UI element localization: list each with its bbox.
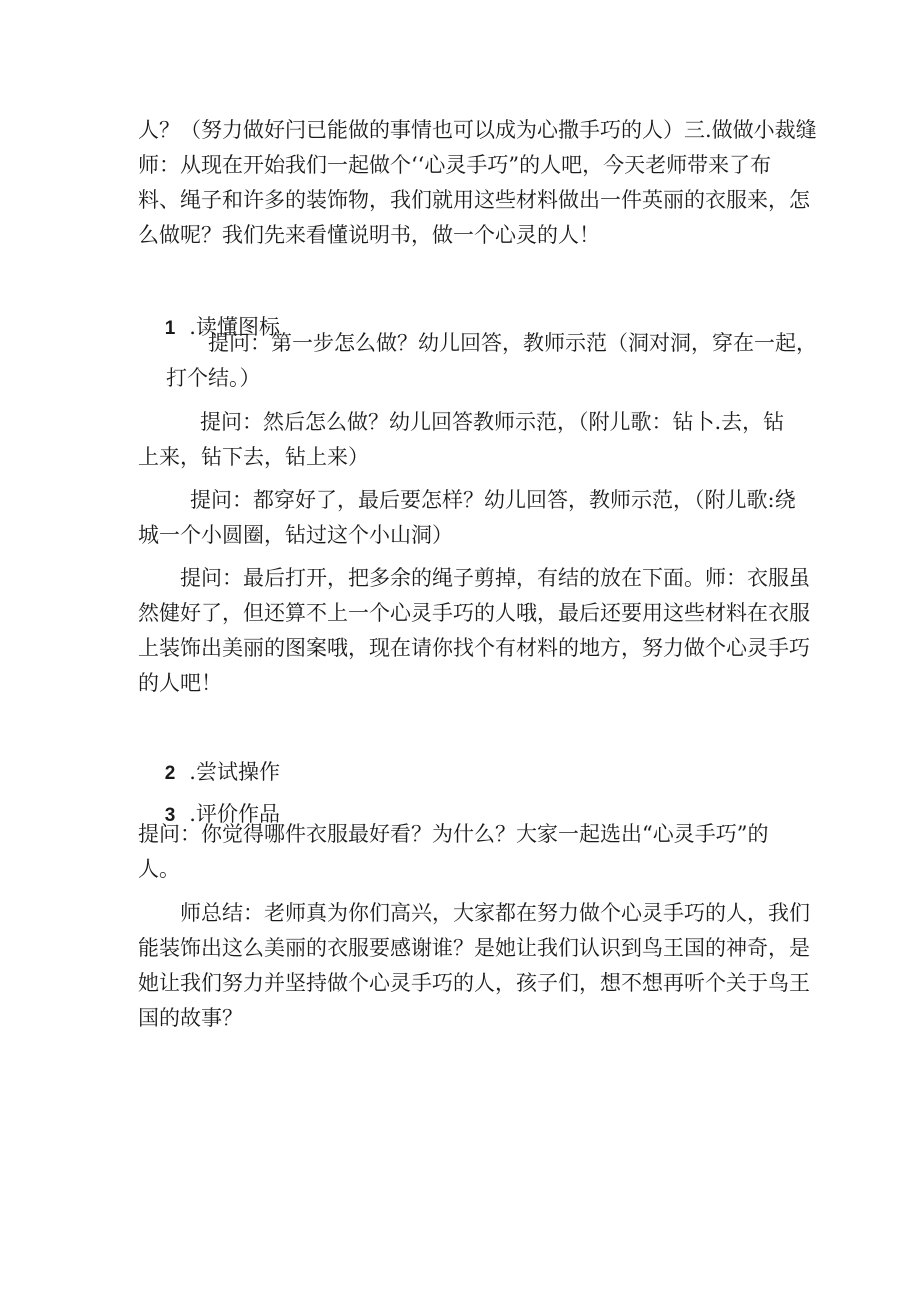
text-line: 么做呢？我们先来看懂说明书，做一个心灵的人！ [138, 223, 600, 247]
text-line: 打个结。） [166, 366, 261, 390]
question-1-paragraph [138, 326, 817, 396]
text-line: 师总结：老师真为你们高兴，大家都在努力做个心灵手巧的人，我们 [180, 901, 810, 925]
text-line: 提问：然后怎么做？幼儿回答教师示范，（附儿歌：钻卜.去，钻 [200, 410, 785, 434]
text-line: 提问：最后打开，把多余的绳子剪掉，有结的放在下面。师：衣服虽 [180, 566, 810, 590]
text-line: 上装饰出美丽的图案哦，现在请你找个有材料的地方，努力做个心灵手巧 [138, 636, 810, 660]
text-line: 提问：你觉得哪件衣服最好看？为什么？大家一起选出“心灵手巧”的 [138, 822, 769, 846]
section-number: 3 [164, 805, 176, 826]
section-title: .读懂图标 [189, 315, 280, 339]
text-line: 人。 [138, 857, 180, 881]
intro-paragraph [138, 113, 817, 253]
question-5-paragraph [138, 817, 768, 887]
text-line: 城一个小圆圈，钻过这个小山洞） [138, 523, 453, 547]
summary-paragraph [138, 896, 810, 1036]
text-line: 师：从现在开始我们一起做个‘‘心灵手巧”的人吧，今天老师带来了布 [138, 153, 772, 177]
question-3-paragraph [138, 483, 796, 553]
section-title: .评价作品 [189, 802, 280, 826]
text-line: 能装饰出这么美丽的衣服要感谢谁？是她让我们认识到鸟王国的神奇，是 [138, 936, 810, 960]
text-line: 料、绳子和许多的装饰物，我们就用这些材料做出一件英丽的衣服来，怎 [138, 188, 810, 212]
text-line: 提问：都穿好了，最后要怎样？幼儿回答，教师示范，（附儿歌:绕 [190, 488, 796, 512]
question-2-paragraph [138, 405, 784, 475]
text-line: 人？（努力做好闩已能做的事情也可以成为心撒手巧的人）三.做做小裁缝 [138, 118, 817, 142]
section-title: .尝试操作 [189, 760, 280, 784]
text-line: 上来，钻下去，钻上来） [138, 445, 369, 469]
section-number: 2 [164, 763, 176, 784]
text-line: 然健好了，但还算不上一个心灵手巧的人哦，最后还要用这些材料在衣服 [138, 601, 810, 625]
question-4-paragraph [138, 561, 810, 701]
text-line: 的人吧！ [138, 671, 222, 695]
text-line: 她让我们努力并坚持做个心灵手巧的人，孩子们，想不想再听个关于鸟王 [138, 971, 810, 995]
section-number: 1 [164, 318, 176, 339]
text-line: 国的故事？ [138, 1006, 243, 1030]
text-line: 提问：第一步怎么做？幼儿回答，教师示范（洞对洞，穿在一起， [208, 331, 817, 355]
